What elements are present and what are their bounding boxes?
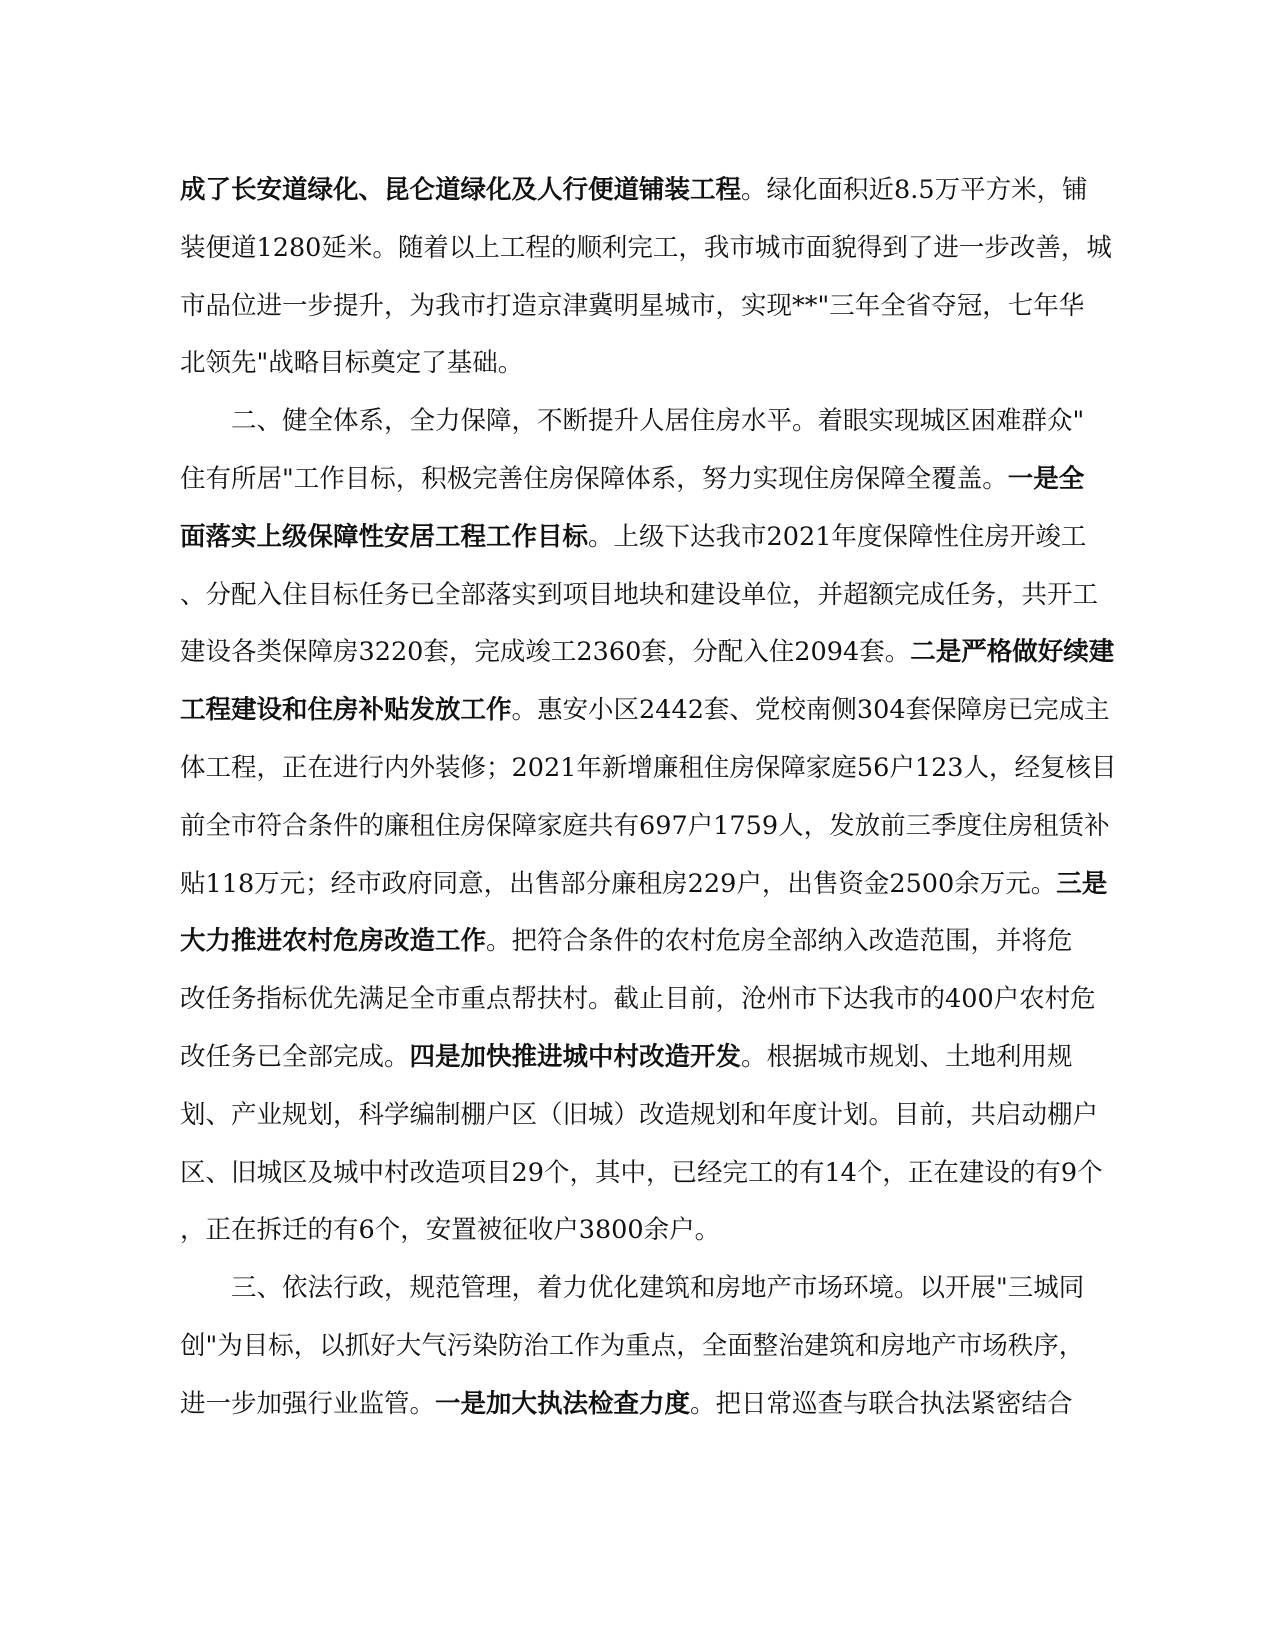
text-run: 改任务已全部完成。 (180, 1041, 410, 1072)
text-run: 进一步加强行业监管。 (180, 1388, 436, 1419)
text-run: 建设各类保障房3220套，完成竣工2360套，分配入住2094套。 (180, 637, 911, 668)
text-line (180, 1376, 1073, 1434)
text-run: 。把日常巡查与联合执法紧密结合 (690, 1388, 1073, 1419)
text-line (180, 509, 1087, 567)
text-run: 三、依法行政，规范管理，着力优化建筑和房地产市场环境。以开展"三城同 (231, 1273, 1085, 1304)
text-line (180, 393, 1085, 451)
text-run: 市品位进一步提升，为我市打造京津冀明星城市，实现**"三年全省夺冠，七年华 (180, 290, 1085, 321)
bold-text-run: 大力推进农村危房改造工作 (180, 926, 487, 957)
text-line (180, 1318, 1085, 1376)
text-line (180, 1087, 1099, 1145)
text-line (180, 1260, 1085, 1318)
text-run: 。把符合条件的农村危房全部纳入改造范围，并将危 (486, 926, 1073, 957)
text-run: 前全市符合条件的廉租住房保障家庭共有697户1759人，发放前三季度住房租赁补 (180, 810, 1110, 841)
text-run: 二、健全体系，全力保障，不断提升人居住房水平。着眼实现城区困难群众" (231, 406, 1085, 437)
text-line (180, 1202, 1040, 1260)
bold-text-run: 成了长安道绿化、昆仑道绿化及人行便道铺装工程 (180, 175, 742, 205)
text-line (180, 162, 1088, 220)
text-line (180, 220, 1112, 278)
text-run: 体工程，正在进行内外装修；2021年新增廉租住房保障家庭56户123人，经复核目 (180, 752, 1117, 783)
text-line (180, 335, 1040, 393)
bold-text-run: 一是加大执法检查力度 (435, 1388, 691, 1419)
text-run: ，正在拆迁的有6个，安置被征收户3800余户。 (180, 1215, 721, 1246)
text-run: 装便道1280延米。随着以上工程的顺利完工，我市城市面貌得到了进一步改善，城 (180, 232, 1112, 263)
bold-text-run: 工程建设和住房补贴发放工作 (180, 695, 512, 726)
bold-text-run: 二是严格做好续建 (910, 637, 1115, 668)
text-line (180, 624, 1115, 682)
text-run: 。绿化面积近8.5万平方米，铺 (741, 175, 1088, 205)
text-run: 住有所居"工作目标，积极完善住房保障体系，努力实现住房保障全覆盖。 (180, 463, 1008, 494)
text-line (180, 1029, 1073, 1087)
text-run: 区、旧城区及城中村改造项目29个，其中，已经完工的有14个，正在建设的有9个 (180, 1157, 1103, 1188)
text-line (180, 913, 1073, 971)
text-line (180, 451, 1085, 509)
text-line (180, 971, 1096, 1029)
text-run: 。根据城市规划、土地利用规 (741, 1041, 1073, 1072)
text-run: 、分配入住目标任务已全部落实到项目地块和建设单位，并超额完成任务，共开工 (180, 579, 1099, 610)
bold-text-run: 一是全 (1007, 463, 1085, 494)
text-run: 。惠安小区2442套、党校南侧304套保障房已完成主 (511, 695, 1110, 726)
document-body (180, 162, 1117, 1434)
bold-text-run: 面落实上级保障性安居工程工作目标 (180, 521, 589, 552)
bold-text-run: 四是加快推进城中村改造开发 (409, 1041, 742, 1072)
text-line (180, 567, 1099, 625)
text-run: 贴118万元；经市政府同意，出售部分廉租房229户，出售资金2500余万元。 (180, 868, 1057, 899)
text-line (180, 278, 1085, 336)
text-run: 。上级下达我市2021年度保障性住房开竣工 (588, 521, 1087, 552)
text-line (180, 856, 1108, 914)
text-run: 创"为目标，以抓好大气污染防治工作为重点，全面整治建筑和房地产市场秩序， (180, 1330, 1085, 1361)
text-line (180, 682, 1110, 740)
text-line (180, 1145, 1103, 1203)
text-line (180, 740, 1117, 798)
text-run: 改任务指标优先满足全市重点帮扶村。截止目前，沧州市下达我市的400户农村危 (180, 984, 1096, 1015)
text-run: 划、产业规划，科学编制棚户区（旧城）改造规划和年度计划。目前，共启动棚户 (180, 1099, 1099, 1130)
text-run: 北领先"战略目标奠定了基础。 (180, 348, 524, 379)
bold-text-run: 三是 (1056, 868, 1108, 899)
text-line (180, 798, 1110, 856)
